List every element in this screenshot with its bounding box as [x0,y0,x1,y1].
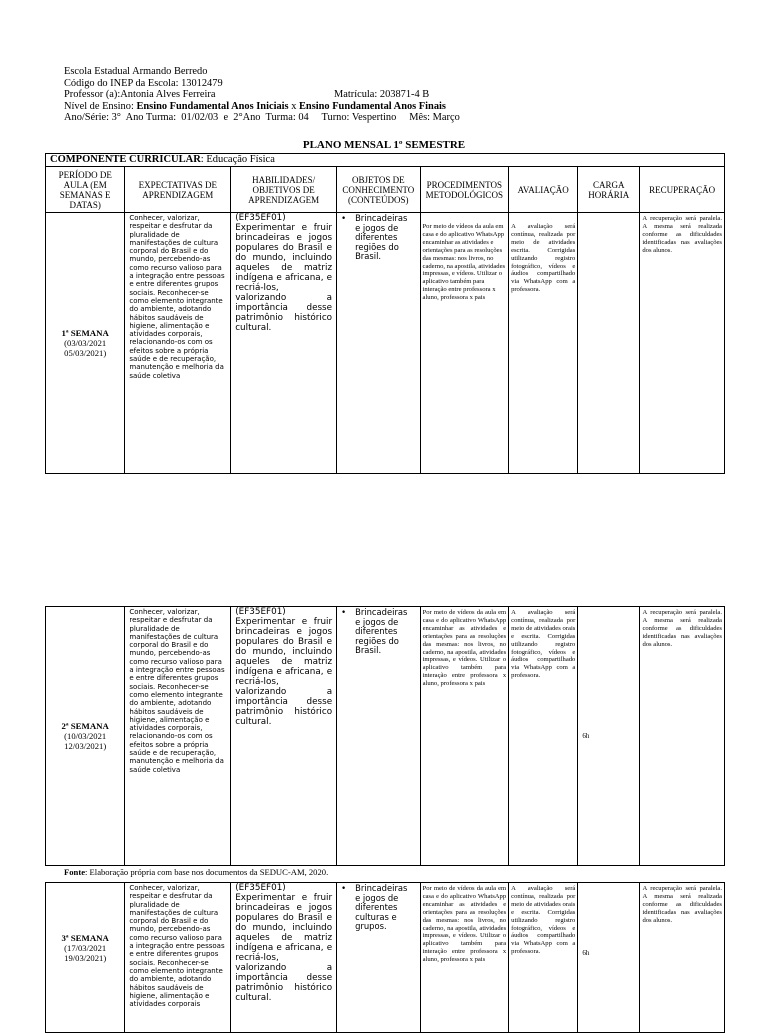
workload-cell: 6h [578,607,640,866]
col-objects: OBJETOS DE CONHECIMENTO (CONTEÚDOS) [337,167,420,213]
evaluation-cell: A avaliação será contínua, realizada por meio de atividades orais e escrita. Corrigidas utilizando registro fotográfico, vídeos e áudios compartilhado via WhatsApp com a professora. [509,607,578,866]
workload-cell [578,213,640,474]
source-text: : Elaboração própria com base nos documentos da SEDUC-AM, 2020. [85,867,329,877]
object-text: Brincadeiras e jogos de diferentes culturas e grupos. [355,883,408,931]
period-cell [46,883,125,1033]
component-row [46,154,725,167]
plan-table-2 [45,606,725,866]
col-expectations: EXPECTATIVAS DE APRENDIZAGEM [125,167,231,213]
week-label: 3ª SEMANA [61,933,109,943]
source-note [64,867,328,877]
recovery-cell: A recuperação será paralela. A mesma será realizada conforme as dificuldades identificadas nas avaliações dos alunos. [640,883,725,1033]
bullet-icon: • [341,213,347,223]
year-line: Ano/Série: 3° Ano Turma: 01/02/03 e 2°Ano Turma: 04 Turno: Vespertino Mês: Março [64,112,460,124]
inep-code: Código do INEP da Escola: 13012479 [64,77,223,89]
week-dates: (03/03/2021 05/03/2021) [64,338,107,358]
expectations-cell: Conhecer, valorizar, respeitar e desfrutar da pluralidade de manifestações de cultura corporal do Brasil e do mundo, percebendo-as como recurso valioso para a integração entre pessoas e entre diferentes grupos sociais. Reconhecer-se como elemento integrante do ambiente, adotando hábitos saudáveis de higiene, alimentação e atividades corporais, relacionando-os com os efeitos sobre a própria saúde e de recuperação, manutenção e melhoria da saúde coletiva [125,213,231,474]
level-line [64,101,460,113]
period-cell [46,607,125,866]
expectations-cell: Conhecer, valorizar, respeitar e desfrutar da pluralidade de manifestações de cultura corporal do Brasil e do mundo, percebendo-as como recurso valioso para a integração entre pessoas e entre diferentes grupos sociais. Reconhecer-se como elemento integrante do ambiente, adotando hábitos saudáveis de higiene, alimentação e atividades corporais [125,883,231,1033]
skill-code: (EF35EF01) [235,607,286,617]
week-dates: (10/03/2021 12/03/2021) [64,731,107,751]
plan-table-1 [45,153,725,474]
evaluation-cell: A avaliação será contínua, realizada por meio de atividades orais e escrita. Corrigidas utilizando registro fotográfico, vídeos e áudios compartilhado via WhatsApp com a professora. [509,883,578,1033]
plan-table-3 [45,882,725,1033]
objects-cell [337,883,420,1033]
page-title: PLANO MENSAL 1º SEMESTRE [302,139,466,151]
level-b: Ensino Fundamental Anos Finais [298,100,446,112]
header-row [46,167,725,213]
procedures-cell: Por meio de vídeos da aula em casa e do aplicativo WhatsApp encaminhar as atividades e orientações para as resoluções das mesmas: nos livros, no caderno, na apostila, atividades impressas, e vídeos. Utilizar o aplicativo também para interação entre professora x aluno, professora x pais [420,883,509,1033]
level-prefix: Nível de Ensino: [64,100,137,112]
component-cell [46,154,725,167]
bullet-icon: • [341,883,347,893]
skills-cell [231,213,337,474]
skill-text: Experimentar e fruir brincadeiras e jogos populares do Brasil e do mundo, incluindo aqueles de matriz indígena e africana, e recriá-los, valorizando a importância desse patrimônio histórico cultural. [235,617,333,727]
school-name: Escola Estadual Armando Berredo [64,66,208,77]
skill-text: Experimentar e fruir brincadeiras e jogos populares do Brasil e do mundo, incluindo aqueles de matriz indígena e africana, e recriá-los, valorizando a importância desse patrimônio histórico cultural. [235,893,333,1003]
week-label: 1ª SEMANA [61,328,109,338]
level-a: Ensino Fundamental Anos Iniciais [136,100,289,112]
procedures-cell: Por meio de vídeos da aula em casa e do aplicativo WhatsApp encaminhar as atividades e orientações para as resoluções das mesmas: nos livros, no caderno, na apostila, atividades impressas, e vídeos. Utilizar o aplicativo também para interação entre professora x aluno, professora x pais [420,607,509,866]
col-evaluation: AVALIAÇÃO [509,167,578,213]
week-dates: (17/03/2021 19/03/2021) [64,943,107,963]
recovery-cell: A recuperação será paralela. A mesma será realizada conforme as dificuldades identificadas nas avaliações dos alunos. [640,213,725,474]
level-x: x [288,100,299,112]
col-workload: CARGA HORÁRIA [578,167,640,213]
table-row [46,607,725,866]
skill-text: Experimentar e fruir brincadeiras e jogos populares do Brasil e do mundo, incluindo aqueles de matriz indígena e africana, e recriá-los, valorizando a importância desse patrimônio histórico cultural. [235,223,333,333]
skill-code: (EF35EF01) [235,213,286,223]
skills-cell [231,607,337,866]
workload-cell: 6h [578,883,640,1033]
period-cell [46,213,125,474]
recovery-cell: A recuperação será paralela. A mesma será realizada conforme as dificuldades identificadas nas avaliações dos alunos. [640,607,725,866]
object-text: Brincadeiras e jogos de diferentes regiões do Brasil. [355,607,408,655]
col-skills: HABILIDADES/ OBJETIVOS DE APRENDIZAGEM [231,167,337,213]
col-recovery: RECUPERAÇÃO [640,167,725,213]
col-procedures: PROCEDIMENTOS METODOLÓGICOS [420,167,509,213]
bullet-icon: • [341,607,347,617]
source-label: Fonte [64,867,86,877]
teacher-name: Professor (a):Antonia Alves Ferreira [64,89,216,101]
col-period: PERÍODO DE AULA (EM SEMANAS E DATAS) [46,167,125,213]
evaluation-cell: A avaliação será contínua, realizada por meio de atividades escrita. Corrigidas utilizando registro fotográfico, vídeos e áudios compartilhado via WhatsApp com a professora. [509,213,578,474]
objects-cell [337,607,420,866]
registration: Matrícula: 203871-4 B [334,89,430,101]
skills-cell [231,883,337,1033]
component-value: : Educação Física [200,154,275,165]
skill-code: (EF35EF01) [235,883,286,893]
week-label: 2ª SEMANA [61,721,109,731]
procedures-cell: Por meio de vídeos da aula em casa e do aplicativo WhatsApp encaminhar as atividades e orientações para as resoluções das mesmas: nos livros, no caderno, na apostila, atividades impressas, e vídeos. Utilizar o aplicativo também para interação entre professora x aluno, professora x pais [420,213,509,474]
object-text: Brincadeiras e jogos de diferentes regiões do Brasil. [355,213,408,261]
table-row [46,213,725,474]
component-label: COMPONENTE CURRICULAR [50,154,201,165]
expectations-cell: Conhecer, valorizar, respeitar e desfrutar da pluralidade de manifestações de cultura corporal do Brasil e do mundo, percebendo-as como recurso valioso para a integração entre pessoas e entre diferentes grupos sociais. Reconhecer-se como elemento integrante do ambiente, adotando hábitos saudáveis de higiene, alimentação e atividades corporais, relacionando-os com os efeitos sobre a própria saúde e de recuperação, manutenção e melhoria da saúde coletiva [125,607,231,866]
document-header [64,66,460,124]
teacher-line [64,89,460,101]
objects-cell [337,213,420,474]
table-row [46,883,725,1033]
